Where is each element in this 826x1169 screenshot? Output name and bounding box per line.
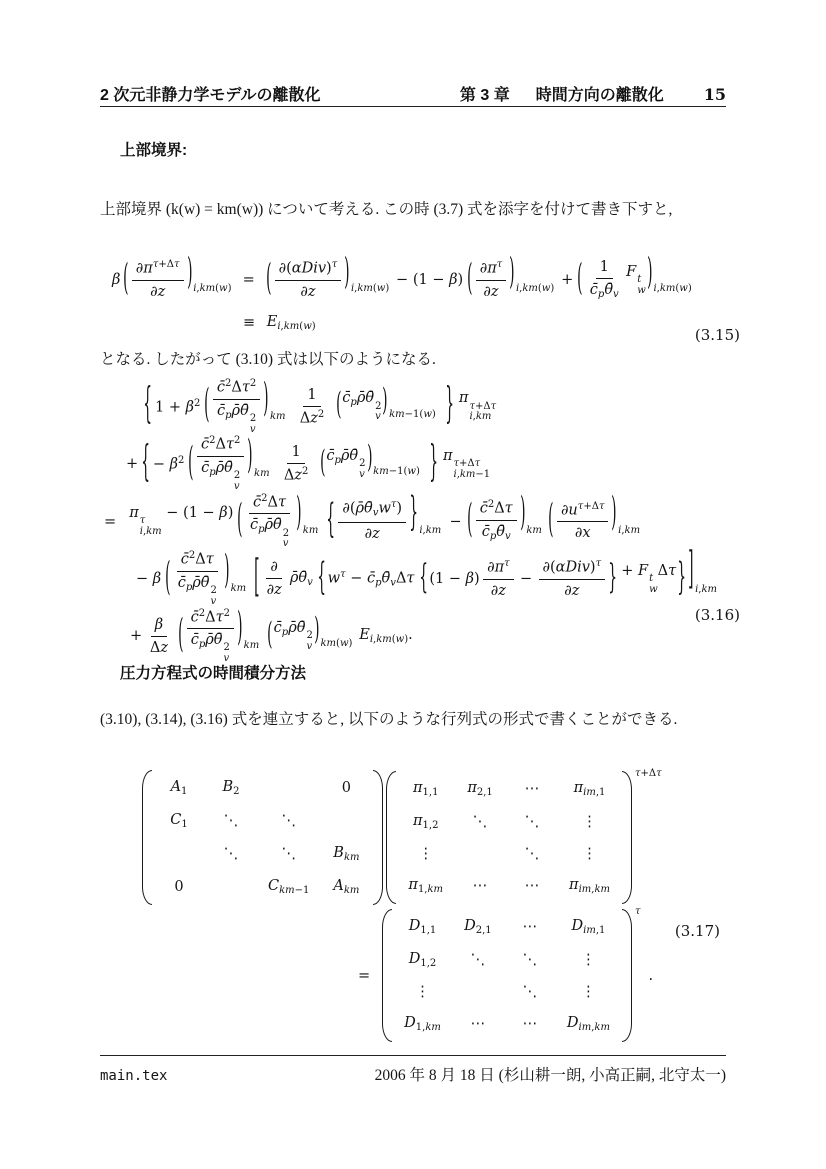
header-rule — [100, 106, 726, 107]
footer-date-authors: 2006 年 8 月 18 日 (杉山耕一朗, 小高正嗣, 北守太一) — [374, 1067, 726, 1084]
matrix-A: $A_1$ $B_2$ 0 $C_1$ ⋱ ⋱ ⋱ ⋱ $B_{km}$ 0 $C_{km-1}$ $A_{km}$ — [142, 770, 383, 905]
section-heading-pressure-eq: 圧力方程式の時間積分方法 — [120, 665, 307, 682]
matrix-row-lhs — [142, 770, 740, 905]
paragraph-mid: となる. したがって (3.10) 式は以下のようになる. — [100, 351, 436, 368]
equation-3-16: (3.16) { $1 + \beta^2$ ( $c̄^2\Delta\tau^2$ $c̄_p\rhō\thetā$ 2 v )km $\frac{1}{\Delta z^2}$ ( $c̄_p\rhō\thetā$ 2 v )km−1(w) } π τ+Δτ i,km + { − $\beta^2$ ( $c̄^2\Delta\tau^2$ $c̄_p\rhō\thetā$ 2 v )km $\frac{1}{\Delta z^2}$ ( $c̄_p\rhō\thetā$ 2 v )km−1(w) } π τ+Δτ i,km−1 = π τ i,km − (1 − β) ( c̄$^2$Δτ $c̄_p\rhō\thetā$ 2 v )km { $\frac{\partial(\rhō\thetā_vw^\tau)}{\partial z}$ }i,km − ( $\frac{c̄^2\Delta\tau}{c̄_p\thetā_v}$ )km ( $\frac{\partial u^{\tau+\Delta\tau}}{\partial x}$ )i,km − β ( c̄$^2$Δτ $c̄_p\rhō\thetā$ 2 v )km [ $\frac{\partial}{\partial z}$ $\rhō\thetā_v$ { $w^\tau$ − $c̄_p\thetā_v\Delta\tau$ { (1 − β) $\frac{\partial\pi^\tau}{\partial z}$ − $\frac{\partial(\alpha Div)^\tau}{\partial z}$ } + F t w Δτ } ]i,km + $\frac{\beta}{\Delta z}$ ( $c̄^2\Delta\tau^2$ $c̄_p\rhō\thetā$ 2 v )km ( $c̄_p\rhō\thetā$ 2 v )km(w) $E_{i,km(w)}$. — [104, 377, 740, 665]
matrix-D: $D_{1,1}$ $D_{2,1}$ ⋯ $D_{im,1}$ $D_{1,2}$ ⋱ ⋱ ⋮ ⋮ ⋱ ⋮ $D_{1,km}$ ⋯ ⋯ $D_{im,km}$ τ . — [382, 909, 653, 1042]
running-head-right — [460, 82, 726, 105]
page-number: 15 — [703, 85, 726, 104]
equation-label-3-16: (3.16) — [694, 606, 740, 624]
matrix-pi: $\pi_{1,1}$ $\pi_{2,1}$ ⋯ $\pi_{im,1}$ $\pi_{1,2}$ ⋱ ⋱ ⋮ ⋮ ⋱ ⋮ $\pi_{1,km}$ ⋯ ⋯ $\pi_{im,km}$ τ+Δτ — [386, 771, 661, 904]
paragraph-upper-boundary: 上部境界 (k(w) = km(w)) について考える. この時 (3.7) 式を添字を付けて書き下すと, — [100, 201, 673, 218]
chapter-title: 時間方向の離散化 — [535, 87, 664, 104]
equation-label-3-15: (3.15) — [694, 326, 740, 344]
section-heading-upper-boundary: 上部境界: — [120, 142, 188, 159]
equation-3-15: (3.15) β ( $\frac{\partial\pi^{\tau+\Delta\tau}}{\partial z}$ )i,km(w) = ( $\frac{\partial(\alpha Div)^\tau}{\partial z}$ )i,km(w) − (1 − β) ( $\frac{\partial\pi^\tau}{\partial z}$ )i,km(w) + ( $\frac{1}{c̄_p\thetā_v}$ F t w )i,km(w) ≡ $E_{i,km(w)}$ — [112, 253, 740, 344]
equals-sign: = — [358, 967, 371, 984]
footer-filename: main.tex — [100, 1068, 168, 1084]
running-head-left: 2 次元非静力学モデルの離散化 — [100, 87, 321, 104]
chapter-number: 第 3 章 — [459, 87, 510, 104]
page-header — [100, 82, 726, 105]
paragraph-pressure-eq: (3.10), (3.14), (3.16) 式を連立すると, 以下のような行列式の形式で書くことができる. — [100, 711, 678, 728]
footer-rule — [100, 1055, 726, 1056]
equation-3-17 — [100, 768, 740, 1033]
page-footer — [100, 1063, 726, 1085]
equation-label-3-17: (3.17) — [674, 922, 720, 940]
